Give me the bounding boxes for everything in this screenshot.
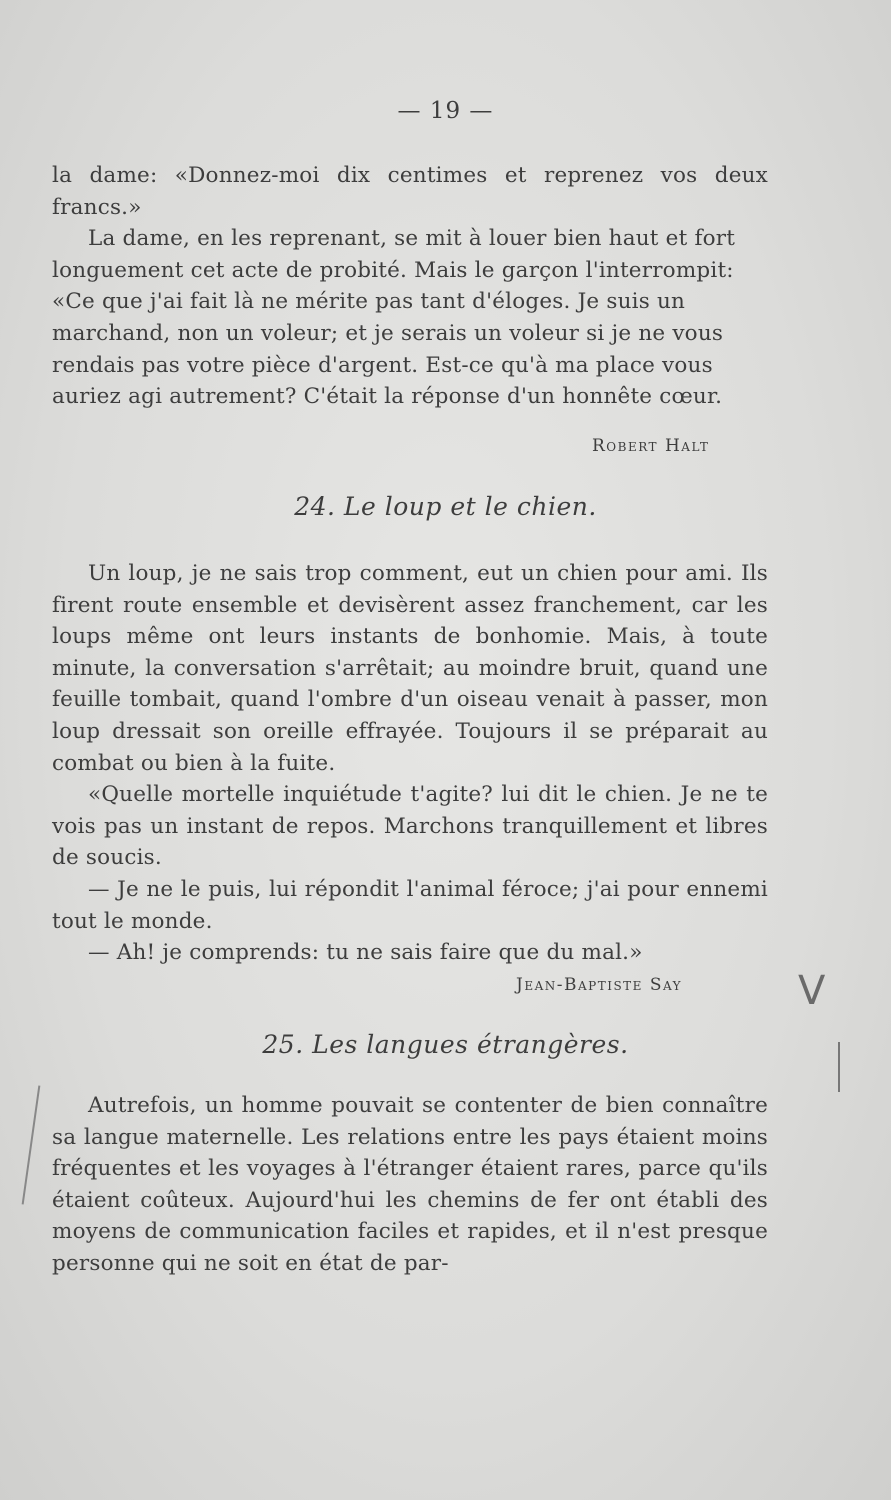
story-text <box>52 1090 768 1280</box>
paragraph: la dame: «Donnez-moi dix centimes et reprenez vos deux francs.» <box>52 163 768 220</box>
paragraph: «Quelle mortelle inquiétude t'agite? lui dit le chien. Je ne te vois pas un instant de repos. Marchons tranquillement et libres de soucis. <box>52 782 768 871</box>
story-text <box>52 558 768 969</box>
margin-pencil-mark: V <box>798 968 826 1014</box>
paragraph: La dame, en les reprenant, se mit à louer bien haut et fort longuement cet acte de probité. Mais le garçon l'interrompit: «Ce que j'ai fait là ne mérite pas tant d'éloges. Je suis un marchand, non un voleur; et je serais un voleur si je ne vous rendais pas votre pièce d'argent. Est-ce qu'à ma place vous auriez agi autrement? C'était la réponse d'un honnête cœur. <box>52 226 736 410</box>
paragraph: Un loup, je ne sais trop comment, eut un chien pour ami. Ils firent route ensemble et devisèrent assez franchement, car les loups même ont leurs instants de bonhomie. Mais, à toute minute, la conversation s'arrêtait; au moindre bruit, quand une feuille tombait, quand l'ombre d'un oiseau venait à passer, mon loup dressait son oreille effrayée. Toujours il se préparait au combat ou bien à la fuite. <box>52 561 768 776</box>
paragraph: — Ah! je comprends: tu ne sais faire que du mal.» <box>88 940 643 966</box>
margin-pencil-line <box>838 1042 840 1092</box>
paragraph: Autrefois, un homme pouvait se contenter de bien connaître sa langue maternelle. Les relations entre les pays étaient moins fréquentes et les voyages à l'étranger étaient rares, parce qu'ils étaient coûteux. Aujourd'hui les chemins de fer ont établi des moyens de communication faciles et rapides, et il n'est presque personne qui ne soit en état de par- <box>52 1093 768 1276</box>
author-signature: Robert Halt <box>592 436 710 456</box>
author-signature: Jean-Baptiste Say <box>516 975 683 995</box>
intro-text <box>52 160 768 413</box>
margin-pencil-line <box>22 1085 41 1204</box>
page-number: — 19 — <box>397 98 494 124</box>
section-heading: 25. Les langues étrangères. <box>262 1030 629 1059</box>
section-heading: 24. Le loup et le chien. <box>294 492 597 521</box>
paragraph: — Je ne le puis, lui répondit l'animal féroce; j'ai pour ennemi tout le monde. <box>52 876 768 934</box>
